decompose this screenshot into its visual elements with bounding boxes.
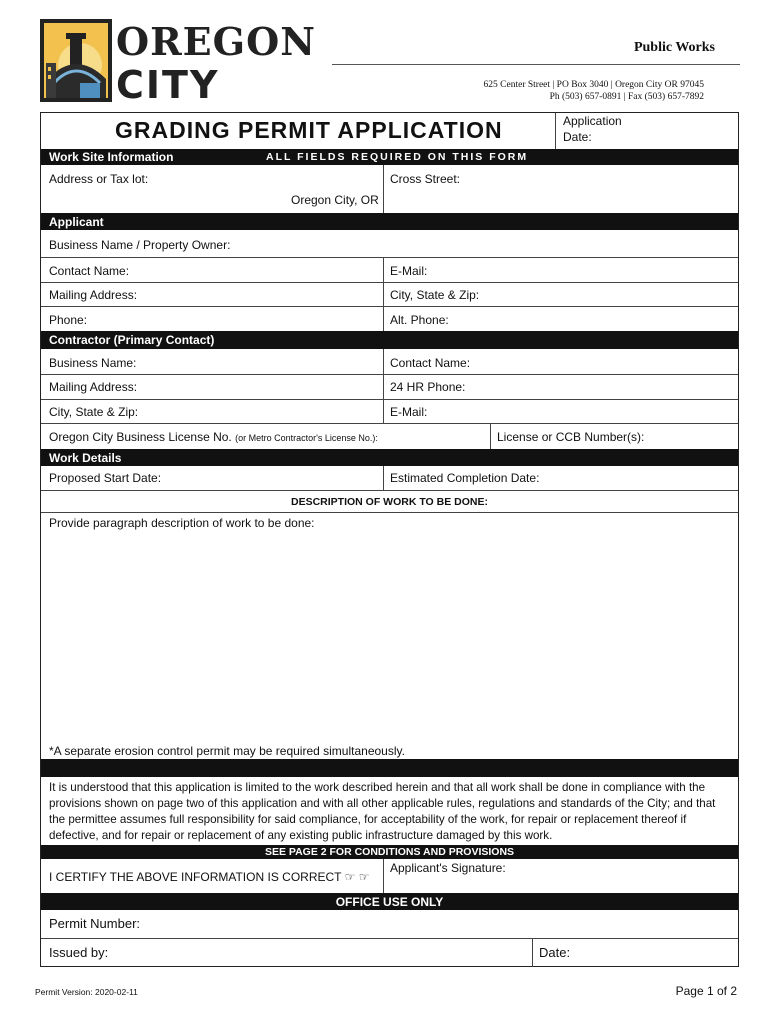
applicant-alt-phone-field[interactable]: Alt. Phone: [390,313,449,327]
row-divider [41,374,738,375]
department-name: Public Works [633,40,715,55]
erosion-permit-note: *A separate erosion control permit may be required simultaneously. [49,744,405,758]
section-title-contractor: Contractor (Primary Contact) [49,333,215,347]
row-divider [41,257,738,258]
see-page-2-note: SEE PAGE 2 FOR CONDITIONS AND PROVISIONS [264,846,515,858]
contractor-contact-name-field[interactable]: Contact Name: [390,356,471,370]
divider [555,113,556,149]
permit-version: Permit Version: 2020-02-11 [35,987,138,997]
required-fields-note: ALL FIELDS REQUIRED ON THIS FORM [266,151,529,163]
row-divider [41,399,738,400]
office-date-field[interactable]: Date: [539,945,571,960]
section-bar-work-site [41,149,738,165]
section-title-work-details: Work Details [49,451,122,465]
row-divider [41,306,738,307]
contractor-24hr-phone-field[interactable]: 24 HR Phone: [390,380,466,394]
certification-text: I CERTIFY THE ABOVE INFORMATION IS CORRECT [49,870,342,884]
contractor-email-field[interactable]: E-Mail: [390,405,428,419]
contractor-business-name-field[interactable]: Business Name: [49,356,137,370]
compliance-statement: It is understood that this application is limited to the work described herein and that all work shall be done in compliance with the provisions shown on page two of this application and with all other applicable rules, regulations and standards of the City; and that the permittee assumes full responsibility for said compliance, for acceptability of the work, for repair or replacement thereof if defective, and for repair or replacement of any existing public infrastructure damaged by this work. [49,781,716,842]
section-title-applicant: Applicant [49,215,104,229]
issued-by-field[interactable]: Issued by: [49,945,109,960]
business-license-field[interactable] [49,430,378,444]
office-use-heading: OFFICE USE ONLY [335,895,444,909]
section-bar-office-use [41,893,738,910]
certification-statement [49,870,369,884]
logo-word-city: CITY [116,63,220,107]
applicant-email-field[interactable]: E-Mail: [390,264,428,278]
city-state-value: Oregon City, OR [291,193,379,207]
divider [383,165,384,213]
row-divider [41,512,738,513]
section-bar-applicant [41,213,738,230]
business-license-label: Oregon City Business License No. [49,430,232,444]
applicant-mailing-address-field[interactable]: Mailing Address: [49,288,138,302]
divider [383,349,384,423]
pointing-hand-icon: ☞ ☞ [344,870,370,884]
page-number: Page 1 of 2 [675,984,737,998]
section-title-work-site: Work Site Information [49,150,174,164]
logo-word-oregon: OREGON [116,19,316,64]
business-license-note: (or Metro Contractor's License No.): [235,433,378,443]
city-skyline-logo-icon [40,19,112,102]
address-line: 625 Center Street | PO Box 3040 | Oregon City OR 97045 [483,80,704,90]
application-date-label: Application [563,114,622,128]
section-bar-contractor [41,331,738,349]
header-divider [332,64,740,65]
row-divider [41,423,738,424]
cross-street-field[interactable]: Cross Street: [390,172,461,186]
application-date-label-2[interactable]: Date: [563,130,592,144]
work-description-area[interactable]: Provide paragraph description of work to be done: [49,516,315,530]
address-tax-lot-field[interactable]: Address or Tax lot: [49,172,149,186]
contractor-city-state-zip-field[interactable]: City, State & Zip: [49,405,139,419]
divider [383,859,384,893]
section-bar-blank [41,759,738,777]
row-divider [41,282,738,283]
divider [383,257,384,331]
section-bar-work-details [41,449,738,466]
section-bar-see-page-2 [41,845,738,859]
oregon-city-logo [40,19,324,107]
department-address [484,79,704,103]
description-heading: DESCRIPTION OF WORK TO BE DONE: [291,496,488,508]
divider [490,423,491,449]
business-owner-field[interactable]: Business Name / Property Owner: [49,238,231,252]
applicant-city-state-zip-field[interactable]: City, State & Zip: [390,288,480,302]
divider [532,938,533,967]
ccb-number-field[interactable]: License or CCB Number(s): [497,430,645,444]
contractor-mailing-address-field[interactable]: Mailing Address: [49,380,138,394]
applicant-phone-field[interactable]: Phone: [49,313,88,327]
phone-fax-line: Ph (503) 657-0891 | Fax (503) 657-7892 [549,92,704,102]
applicant-signature-field[interactable]: Applicant's Signature: [390,861,506,875]
form-title: GRADING PERMIT APPLICATION [115,117,503,143]
estimated-completion-date-field[interactable]: Estimated Completion Date: [390,471,540,485]
permit-number-field[interactable]: Permit Number: [49,916,141,931]
row-divider [41,938,738,939]
proposed-start-date-field[interactable]: Proposed Start Date: [49,471,162,485]
grading-permit-form [40,112,739,967]
divider [383,466,384,490]
row-divider [41,490,738,491]
applicant-contact-name-field[interactable]: Contact Name: [49,264,130,278]
